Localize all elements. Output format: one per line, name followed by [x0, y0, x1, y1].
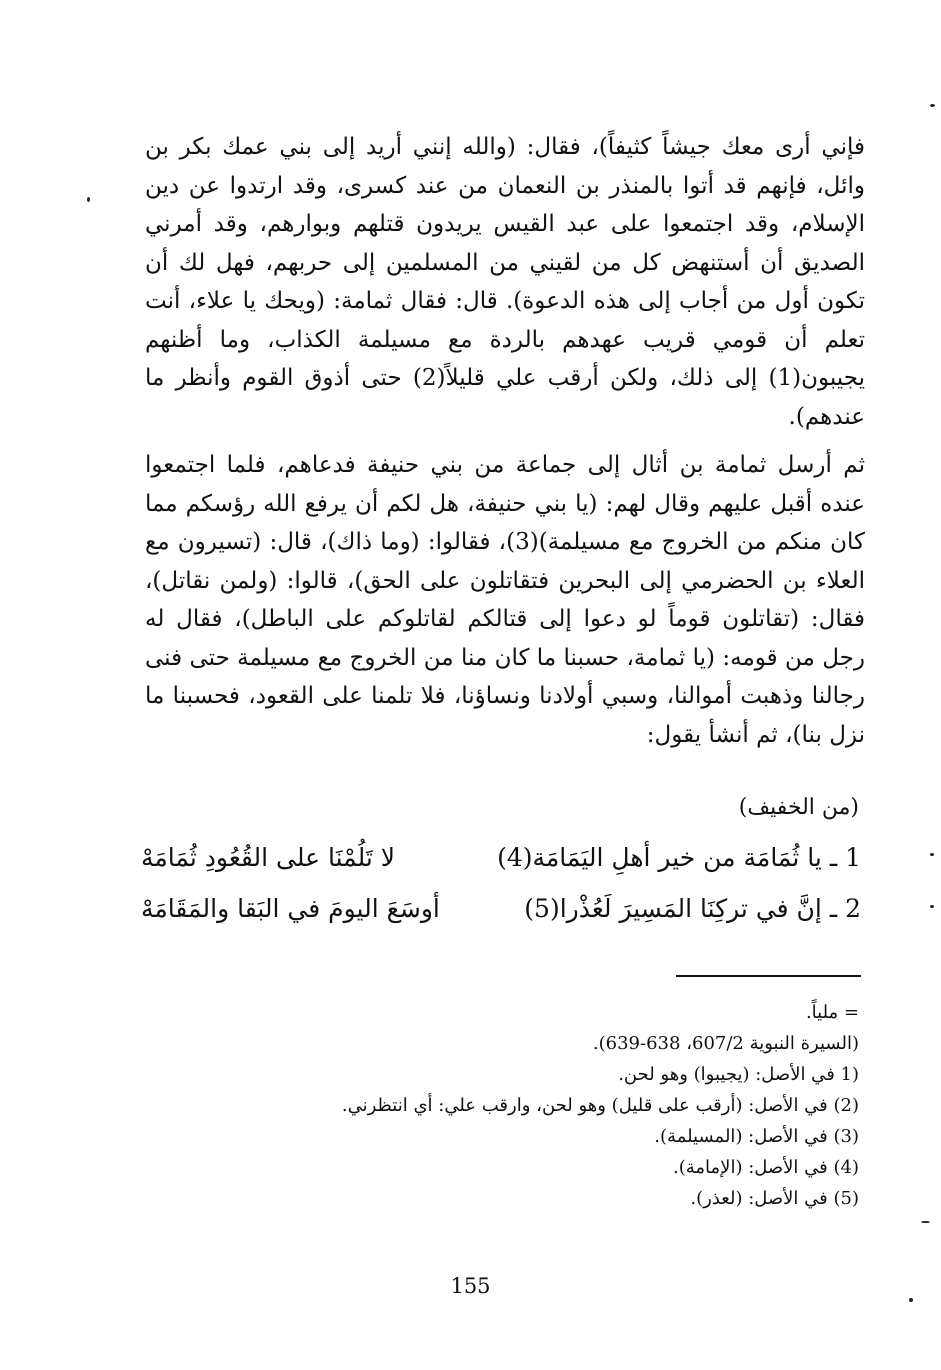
footnote-continuation: = ملياً.: [805, 1002, 859, 1023]
footnote-4: (4) في الأصل: (الإمامة).: [673, 1157, 859, 1178]
verse-1: [141, 843, 861, 883]
footnote-5: (5) في الأصل: (لعذر).: [690, 1188, 859, 1209]
footnote-divider: [676, 975, 861, 977]
paragraph-1: فإني أرى معك جيشاً كثيفاً)، فقال: (والله إنني أريد إلى بني عمك بكر بن وائل، فإنهم قد أتوا بالمنذر بن النعمان من عند كسرى، وقد ارتدوا عن دين الإسلام، وقد اجتمعوا على عبد القيس يريدون قتلهم وبوارهم، وقد أمرني الصديق أن أستنهض كل من لقيني من المسلمين إلى حربهم، فهل لك أن تكون أول من أجاب إلى هذه الدعوة). قال: فقال ثمامة: (ويحك يا علاء، أنت تعلم أن قومي قريب عهدهم بالردة مع مسيلمة الكذاب، وما أظنهم يجيبون(1) إلى ذلك، ولكن أرقب علي قليلاً(2) حتى أذوق القوم وأنظر ما عندهم).: [145, 134, 865, 430]
verse-2-first-hemistich: 2 ـ إنَّ في تركِنَا المَسِيرَ لَعُذْرا(5): [524, 894, 861, 923]
paragraph-gap: [145, 436, 865, 446]
scan-speck: [930, 104, 935, 107]
poem-meter: (من الخفيف): [738, 795, 859, 820]
footnote-2: (2) في الأصل: (أرقب على قليل) وهو لحن، وارقب علي: أي انتظرني.: [341, 1095, 859, 1116]
scan-speck: [921, 1221, 930, 1223]
verse-2: [141, 894, 861, 934]
verse-1-first-hemistich: 1 ـ يا ثُمَامَة من خير أهلِ اليَمَامَة(4): [497, 843, 861, 872]
verse-1-second-hemistich: لا تَلُمْنَا على القُعُودِ ثُمَامَهْ: [141, 843, 396, 872]
footnote-3: (3) في الأصل: (المسيلمة).: [654, 1126, 859, 1147]
scan-speck: [87, 197, 90, 202]
paragraph-2: ثم أرسل ثمامة بن أثال إلى جماعة من بني حنيفة فدعاهم، فلما اجتمعوا عنده أقبل عليهم وقال لهم: (يا بني حنيفة، هل لكم أن يرفع الله رؤسكم مما كان منكم من الخروج مع مسيلمة)(3)، فقالوا: (وما ذاك)، قال: (تسيرون مع العلاء بن الحضرمي إلى البحرين فتقاتلون على الحق)، قالوا: (ولمن نقاتل)، فقال: (تقاتلون قوماً لو دعوا إلى قتالكم لقاتلوكم على الباطل)، فقال له رجل من قومه: (يا ثمامة، حسبنا ما كان منا من الخروج مع مسيلمة حتى فنى رجالنا وذهبت أموالنا، وسبي أولادنا ونساؤنا، فلا تلمنا على القعود، فحسبنا ما نزل بنا)، ثم أنشأ يقول:: [145, 452, 865, 748]
page-number: 155: [450, 1274, 491, 1298]
scan-speck: [930, 853, 934, 856]
footnote-source: (السيرة النبوية 607/2، 638-639).: [592, 1033, 859, 1054]
verse-2-second-hemistich: أوسَعَ اليومَ في البَقا والمَقَامَهْ: [141, 894, 440, 923]
footnotes: [139, 997, 859, 1214]
scan-speck: [930, 905, 934, 908]
scan-speck: [909, 1298, 913, 1302]
main-text: [145, 128, 865, 754]
footnote-1: (1 في الأصل: (يجيبوا) وهو لحن.: [618, 1064, 859, 1085]
